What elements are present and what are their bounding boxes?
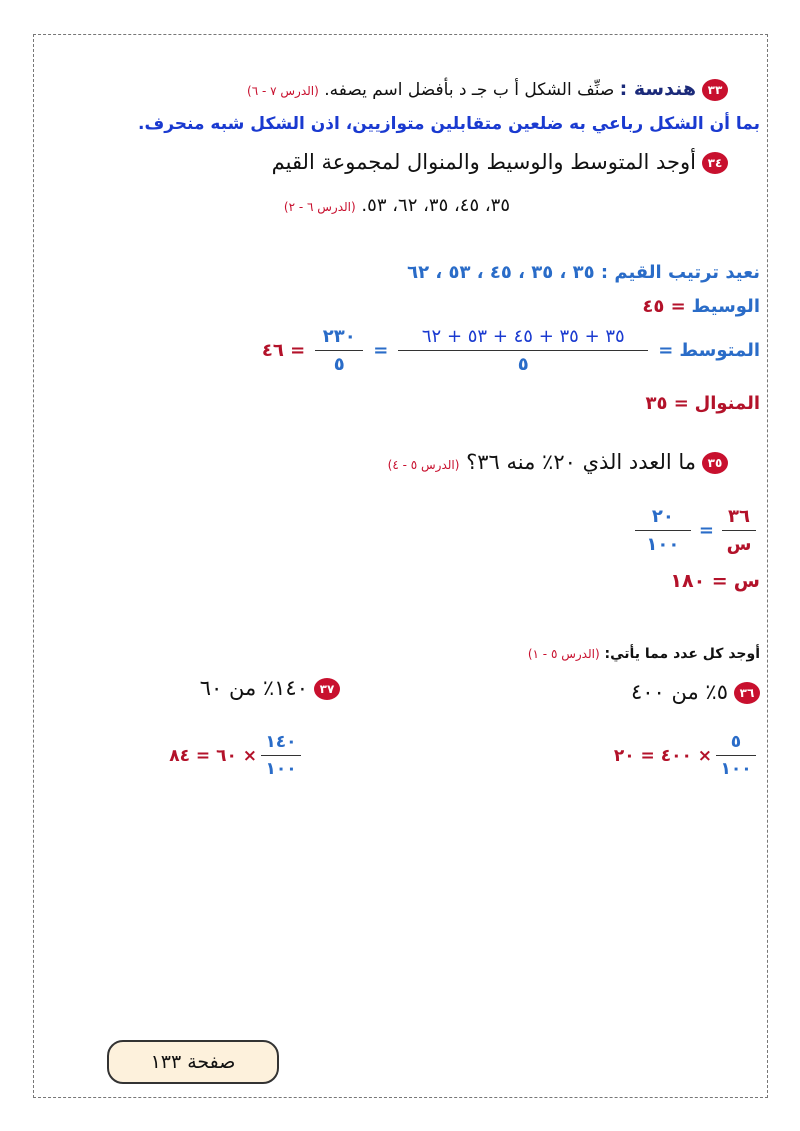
question-text: ١٤٠٪ من ٦٠ xyxy=(199,676,308,700)
result-value: = ١٨٠ xyxy=(670,570,728,592)
median-line xyxy=(642,296,760,317)
answer-fraction xyxy=(716,732,756,779)
fraction-denominator: س xyxy=(726,534,752,555)
page-number-box xyxy=(107,1040,279,1084)
fraction-denominator: ٥ xyxy=(333,354,345,375)
equals-sign: = xyxy=(698,520,714,541)
question-number-badge: ٣٧ xyxy=(314,678,340,700)
question-35 xyxy=(388,450,728,474)
question-36 xyxy=(631,680,760,704)
lesson-reference: (الدرس ٥ - ١) xyxy=(527,647,600,661)
values-list: ٣٥، ٤٥، ٣٥، ٦٢، ٥٣. xyxy=(361,195,510,216)
mode-line xyxy=(646,393,761,414)
question-number-badge: ٣٥ xyxy=(702,452,728,474)
mean-fraction-total xyxy=(315,326,363,375)
answer-rest: × ٤٠٠ = ٢٠ xyxy=(613,745,712,766)
median-value: = ٤٥ xyxy=(642,296,686,317)
answer-33: بما أن الشكل رباعي به ضلعين متقابلين متوازيين، اذن الشكل شبه منحرف. xyxy=(138,114,760,134)
question-text: صنِّف الشكل أ ب جـ د بأفضل اسم يصفه. xyxy=(324,80,615,100)
section-header xyxy=(528,646,760,662)
answer-36 xyxy=(614,732,760,779)
page-frame xyxy=(33,34,768,1098)
equals-sign: = xyxy=(373,340,389,361)
proportion-fraction-left xyxy=(722,506,756,555)
order-line: نعيد ترتيب القيم : ٣٥ ، ٣٥ ، ٤٥ ، ٥٣ ، ٦٢ xyxy=(407,262,760,283)
question-text: ٥٪ من ٤٠٠ xyxy=(631,680,728,704)
question-37 xyxy=(200,676,340,700)
fraction-numerator: ١٤٠ xyxy=(261,732,301,756)
question-text: أوجد المتوسط والوسيط والمنوال لمجموعة القيم xyxy=(271,150,696,174)
question-34 xyxy=(272,150,728,174)
question-34-values xyxy=(284,195,510,216)
fraction-denominator: ٥ xyxy=(517,354,529,375)
mode-value: = ٣٥ xyxy=(645,393,689,414)
lesson-reference: (الدرس ٦ - ٢) xyxy=(283,200,356,214)
fraction-denominator: ١٠٠ xyxy=(265,759,297,779)
question-title: هندسة : xyxy=(619,78,696,100)
mean-result: = ٤٦ xyxy=(261,340,306,361)
lesson-reference: (الدرس ٧ - ٦) xyxy=(247,84,319,98)
median-label: الوسيط xyxy=(691,296,760,317)
result-variable: س xyxy=(733,570,760,592)
fraction-numerator: ٢٣٠ xyxy=(315,326,363,351)
mean-line xyxy=(262,326,760,375)
proportion-fraction-right xyxy=(635,506,691,555)
mode-label: المنوال xyxy=(694,393,760,414)
equals-sign: = xyxy=(658,340,674,361)
fraction-denominator: ١٠٠ xyxy=(646,534,680,555)
answer-fraction xyxy=(261,732,301,779)
proportion-line xyxy=(631,506,760,555)
question-number-badge: ٣٤ xyxy=(702,152,728,174)
fraction-denominator: ١٠٠ xyxy=(720,759,752,779)
question-33 xyxy=(247,78,728,101)
answer-37 xyxy=(169,732,305,779)
fraction-numerator: ٢٠ xyxy=(635,506,691,531)
proportion-result xyxy=(670,570,760,592)
question-number-badge: ٣٦ xyxy=(734,682,760,704)
answer-rest: × ٦٠ = ٨٤ xyxy=(169,745,257,766)
page-number: صفحة ١٣٣ xyxy=(150,1051,236,1073)
fraction-numerator: ٣٦ xyxy=(722,506,756,531)
fraction-numerator: ٥ xyxy=(716,732,756,756)
lesson-reference: (الدرس ٥ - ٤) xyxy=(387,458,460,472)
section-header-text: أوجد كل عدد مما يأتي: xyxy=(604,646,760,662)
mean-label: المتوسط xyxy=(679,340,760,361)
mean-fraction-sum xyxy=(398,326,648,375)
question-number-badge: ٣٣ xyxy=(702,79,728,101)
question-text: ما العدد الذي ٢٠٪ منه ٣٦؟ xyxy=(466,450,696,474)
fraction-numerator: ٣٥ + ٣٥ + ٤٥ + ٥٣ + ٦٢ xyxy=(398,326,648,351)
